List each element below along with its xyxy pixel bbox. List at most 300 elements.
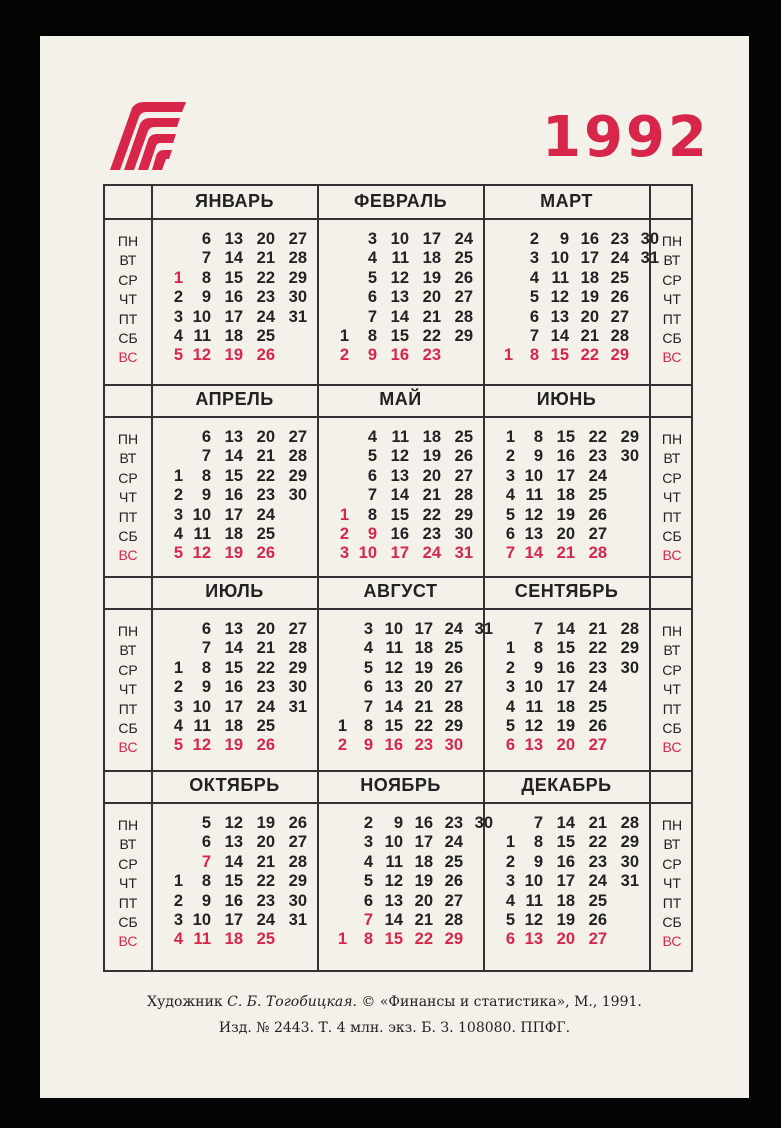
week-row bbox=[161, 506, 307, 525]
day-cell: 3 bbox=[339, 544, 349, 563]
weekday-labels bbox=[107, 430, 149, 566]
day-cell: 11 bbox=[193, 524, 211, 543]
day-cell: 5 bbox=[505, 716, 515, 735]
day-cell: 7 bbox=[201, 852, 211, 871]
day-cell: 25 bbox=[444, 852, 463, 871]
day-cell: 10 bbox=[192, 910, 211, 929]
day-cell: 26 bbox=[588, 910, 607, 929]
day-cell: 29 bbox=[288, 268, 307, 287]
day-cell: 18 bbox=[422, 249, 441, 268]
day-cell: 10 bbox=[390, 230, 409, 248]
day-cell: 28 bbox=[620, 814, 639, 832]
day-cell: 17 bbox=[580, 249, 599, 268]
day-cell: 8 bbox=[201, 658, 211, 677]
day-cell: 7 bbox=[505, 544, 515, 563]
day-cell: 22 bbox=[580, 346, 599, 365]
day-cell: 24 bbox=[256, 697, 275, 716]
weekday-label: ПТ bbox=[118, 310, 138, 327]
weekday-label: ПТ bbox=[662, 894, 682, 911]
weekday-label: ВС bbox=[662, 547, 682, 564]
weekday-label: ПН bbox=[661, 233, 683, 249]
day-cell: 11 bbox=[525, 891, 543, 910]
footer-publisher: «Финансы и статистика», М., 1991. bbox=[379, 994, 642, 1010]
day-cell: 26 bbox=[454, 447, 473, 466]
week-row bbox=[161, 447, 307, 466]
day-cell: 27 bbox=[444, 891, 463, 910]
day-cell: 25 bbox=[588, 891, 607, 910]
day-cell: 24 bbox=[588, 872, 607, 891]
month-name: ИЮЛЬ bbox=[205, 581, 264, 601]
weekday-label: СБ bbox=[118, 330, 138, 347]
day-cell: 14 bbox=[224, 852, 243, 871]
day-cell: 15 bbox=[224, 268, 243, 287]
day-cell: 19 bbox=[580, 288, 599, 307]
day-cell: 22 bbox=[256, 268, 275, 287]
day-cell: 19 bbox=[414, 658, 433, 677]
weekday-labels bbox=[107, 232, 149, 368]
day-cell: 29 bbox=[288, 466, 307, 485]
month-name: ОКТЯБРЬ bbox=[189, 775, 280, 795]
day-cell: 31 bbox=[288, 307, 307, 326]
day-cell: 12 bbox=[192, 346, 211, 365]
day-cell: 1 bbox=[505, 639, 515, 658]
calendar-card bbox=[40, 36, 749, 1098]
day-cell: 14 bbox=[224, 639, 243, 658]
day-cell: 17 bbox=[224, 697, 243, 716]
week-row bbox=[327, 717, 493, 736]
day-cell: 13 bbox=[224, 620, 243, 638]
day-cell: 6 bbox=[201, 620, 211, 638]
weekday-label: СБ bbox=[118, 914, 138, 931]
day-cell: 18 bbox=[556, 891, 575, 910]
day-cell: 25 bbox=[454, 249, 473, 268]
week-row bbox=[327, 428, 473, 447]
week-row bbox=[493, 620, 639, 639]
grid-vertical-line bbox=[151, 186, 153, 970]
week-row bbox=[327, 249, 473, 268]
month-days bbox=[161, 428, 307, 564]
day-cell: 14 bbox=[550, 326, 569, 345]
day-cell: 11 bbox=[551, 268, 569, 287]
day-cell: 21 bbox=[414, 910, 433, 929]
day-cell: 8 bbox=[533, 833, 543, 852]
month-days bbox=[161, 814, 307, 950]
day-cell: 17 bbox=[422, 230, 441, 248]
week-row bbox=[327, 327, 473, 346]
week-row bbox=[493, 717, 639, 736]
day-cell: 4 bbox=[173, 930, 183, 949]
weekday-label: ПТ bbox=[662, 700, 682, 717]
day-cell: 4 bbox=[363, 852, 373, 871]
weekday-label: ЧТ bbox=[119, 291, 137, 308]
weekday-label: ВС bbox=[662, 933, 682, 950]
day-cell: 6 bbox=[529, 307, 539, 326]
day-cell: 4 bbox=[173, 524, 183, 543]
day-cell: 23 bbox=[588, 852, 607, 871]
day-cell: 15 bbox=[556, 833, 575, 852]
day-cell: 24 bbox=[610, 249, 629, 268]
day-cell: 2 bbox=[505, 852, 515, 871]
month-name: ЯНВАРЬ bbox=[195, 191, 274, 211]
day-cell: 16 bbox=[556, 658, 575, 677]
week-row bbox=[327, 447, 473, 466]
day-cell: 4 bbox=[505, 697, 515, 716]
day-cell: 24 bbox=[256, 505, 275, 524]
day-cell: 28 bbox=[444, 697, 463, 716]
day-cell: 31 bbox=[288, 910, 307, 929]
day-cell: 22 bbox=[422, 326, 441, 345]
day-cell: 23 bbox=[422, 524, 441, 543]
day-cell: 12 bbox=[390, 447, 409, 466]
day-cell: 11 bbox=[193, 930, 211, 949]
day-cell: 9 bbox=[201, 486, 211, 505]
day-cell: 21 bbox=[588, 620, 607, 638]
week-row bbox=[327, 230, 473, 249]
day-cell: 10 bbox=[524, 872, 543, 891]
day-cell: 17 bbox=[556, 466, 575, 485]
week-row bbox=[493, 506, 639, 525]
day-cell: 19 bbox=[256, 814, 275, 832]
day-cell: 30 bbox=[454, 524, 473, 543]
day-cell: 12 bbox=[524, 505, 543, 524]
week-row bbox=[161, 814, 307, 833]
week-row bbox=[161, 659, 307, 678]
week-row bbox=[493, 833, 639, 852]
day-cell: 9 bbox=[533, 447, 543, 466]
day-cell: 15 bbox=[224, 658, 243, 677]
day-cell: 30 bbox=[288, 678, 307, 697]
day-cell: 8 bbox=[201, 872, 211, 891]
day-cell: 20 bbox=[256, 833, 275, 852]
day-cell: 21 bbox=[556, 544, 575, 563]
day-cell: 27 bbox=[588, 930, 607, 949]
day-cell: 6 bbox=[367, 466, 377, 485]
day-cell: 5 bbox=[173, 544, 183, 563]
day-cell: 2 bbox=[363, 814, 373, 832]
week-row bbox=[493, 467, 639, 486]
grid-header-line bbox=[105, 608, 691, 610]
day-cell: 26 bbox=[588, 505, 607, 524]
week-row bbox=[493, 288, 659, 307]
day-cell: 16 bbox=[556, 852, 575, 871]
day-cell: 20 bbox=[422, 466, 441, 485]
day-cell: 10 bbox=[550, 249, 569, 268]
week-row bbox=[327, 698, 493, 717]
week-row bbox=[493, 428, 639, 447]
day-cell: 1 bbox=[337, 716, 347, 735]
day-cell: 16 bbox=[224, 678, 243, 697]
day-cell: 28 bbox=[288, 249, 307, 268]
day-cell: 12 bbox=[384, 872, 403, 891]
weekday-label: ПН bbox=[117, 233, 139, 249]
weekday-label: СР bbox=[662, 271, 682, 288]
week-row bbox=[493, 678, 639, 697]
day-cell: 1 bbox=[173, 872, 183, 891]
weekday-label: ВТ bbox=[119, 450, 137, 467]
day-cell: 13 bbox=[224, 833, 243, 852]
day-cell: 20 bbox=[414, 891, 433, 910]
day-cell: 28 bbox=[288, 639, 307, 658]
day-cell: 6 bbox=[363, 891, 373, 910]
week-row bbox=[327, 892, 493, 911]
day-cell: 8 bbox=[363, 930, 373, 949]
day-cell: 10 bbox=[192, 307, 211, 326]
week-row bbox=[161, 230, 307, 249]
week-row bbox=[161, 249, 307, 268]
day-cell: 9 bbox=[533, 658, 543, 677]
day-cell: 24 bbox=[588, 678, 607, 697]
day-cell: 23 bbox=[256, 891, 275, 910]
publisher-logo bbox=[102, 100, 187, 172]
day-cell: 29 bbox=[620, 428, 639, 446]
day-cell: 8 bbox=[201, 466, 211, 485]
day-cell: 21 bbox=[256, 639, 275, 658]
day-cell: 14 bbox=[556, 814, 575, 832]
day-cell: 5 bbox=[505, 910, 515, 929]
day-cell: 3 bbox=[363, 833, 373, 852]
weekday-label: ВС bbox=[118, 349, 138, 366]
day-cell: 16 bbox=[390, 346, 409, 365]
day-cell: 13 bbox=[524, 930, 543, 949]
month-days bbox=[161, 620, 307, 756]
day-cell: 5 bbox=[363, 658, 373, 677]
day-cell: 17 bbox=[224, 505, 243, 524]
day-cell: 28 bbox=[288, 447, 307, 466]
weekday-label: ЧТ bbox=[663, 875, 681, 892]
day-cell: 28 bbox=[610, 326, 629, 345]
day-cell: 6 bbox=[363, 678, 373, 697]
day-cell: 23 bbox=[256, 678, 275, 697]
month-name: АПРЕЛЬ bbox=[195, 389, 274, 409]
day-cell: 29 bbox=[620, 639, 639, 658]
day-cell: 11 bbox=[385, 639, 403, 658]
weekday-label: ВТ bbox=[663, 450, 681, 467]
month-name: СЕНТЯБРЬ bbox=[514, 581, 619, 601]
day-cell: 19 bbox=[224, 544, 243, 563]
day-cell: 22 bbox=[588, 833, 607, 852]
week-row bbox=[161, 544, 307, 563]
weekday-label: ПТ bbox=[118, 508, 138, 525]
weekday-labels bbox=[107, 816, 149, 952]
weekday-label: ВТ bbox=[119, 836, 137, 853]
day-cell: 31 bbox=[620, 872, 639, 891]
day-cell: 28 bbox=[620, 620, 639, 638]
day-cell: 7 bbox=[367, 307, 377, 326]
day-cell: 12 bbox=[224, 814, 243, 832]
week-row bbox=[327, 872, 493, 891]
day-cell: 27 bbox=[288, 428, 307, 446]
weekday-label: ПТ bbox=[662, 310, 682, 327]
day-cell: 2 bbox=[505, 658, 515, 677]
day-cell: 24 bbox=[422, 544, 441, 563]
day-cell: 18 bbox=[224, 524, 243, 543]
day-cell: 19 bbox=[556, 505, 575, 524]
day-cell: 15 bbox=[556, 428, 575, 446]
day-cell: 23 bbox=[256, 288, 275, 307]
day-cell: 14 bbox=[224, 447, 243, 466]
week-row bbox=[161, 525, 307, 544]
day-cell: 5 bbox=[173, 736, 183, 755]
week-row bbox=[493, 525, 639, 544]
day-cell: 17 bbox=[414, 833, 433, 852]
day-cell: 1 bbox=[505, 428, 515, 446]
day-cell: 17 bbox=[414, 620, 433, 638]
month-days bbox=[161, 230, 307, 366]
day-cell: 19 bbox=[556, 716, 575, 735]
week-row bbox=[161, 486, 307, 505]
day-cell: 27 bbox=[444, 678, 463, 697]
week-row bbox=[493, 930, 639, 949]
day-cell: 3 bbox=[505, 678, 515, 697]
day-cell: 2 bbox=[173, 678, 183, 697]
day-cell: 31 bbox=[454, 544, 473, 563]
day-cell: 8 bbox=[533, 428, 543, 446]
month-days bbox=[493, 620, 639, 756]
day-cell: 29 bbox=[444, 716, 463, 735]
week-row bbox=[161, 892, 307, 911]
day-cell: 19 bbox=[556, 910, 575, 929]
day-cell: 9 bbox=[533, 852, 543, 871]
week-row bbox=[493, 659, 639, 678]
day-cell: 18 bbox=[556, 486, 575, 505]
day-cell: 11 bbox=[193, 716, 211, 735]
day-cell: 17 bbox=[224, 307, 243, 326]
day-cell: 4 bbox=[505, 486, 515, 505]
day-cell: 24 bbox=[454, 230, 473, 248]
day-cell: 25 bbox=[588, 486, 607, 505]
week-row bbox=[327, 736, 493, 755]
weekday-label: СБ bbox=[662, 528, 682, 545]
day-cell: 18 bbox=[224, 930, 243, 949]
weekday-label: ВС bbox=[118, 547, 138, 564]
grid-vertical-line bbox=[317, 186, 319, 970]
week-row bbox=[161, 467, 307, 486]
day-cell: 17 bbox=[224, 910, 243, 929]
day-cell: 3 bbox=[505, 872, 515, 891]
day-cell: 19 bbox=[422, 447, 441, 466]
day-cell: 10 bbox=[524, 678, 543, 697]
day-cell: 20 bbox=[256, 230, 275, 248]
day-cell: 7 bbox=[201, 249, 211, 268]
day-cell: 23 bbox=[588, 658, 607, 677]
day-cell: 5 bbox=[201, 814, 211, 832]
week-row bbox=[161, 698, 307, 717]
grid-horizontal-line bbox=[105, 770, 691, 772]
day-cell: 22 bbox=[414, 716, 433, 735]
weekday-label: ЧТ bbox=[119, 681, 137, 698]
day-cell: 19 bbox=[422, 268, 441, 287]
day-cell: 20 bbox=[414, 678, 433, 697]
day-cell: 13 bbox=[550, 307, 569, 326]
week-row bbox=[327, 346, 473, 365]
day-cell: 11 bbox=[525, 697, 543, 716]
day-cell: 5 bbox=[505, 505, 515, 524]
day-cell: 10 bbox=[192, 697, 211, 716]
day-cell: 8 bbox=[363, 716, 373, 735]
week-row bbox=[161, 736, 307, 755]
day-cell: 16 bbox=[414, 814, 433, 832]
week-row bbox=[327, 486, 473, 505]
week-row bbox=[327, 467, 473, 486]
week-row bbox=[161, 620, 307, 639]
month-name: НОЯБРЬ bbox=[360, 775, 441, 795]
day-cell: 10 bbox=[358, 544, 377, 563]
day-cell: 13 bbox=[224, 428, 243, 446]
day-cell: 9 bbox=[559, 230, 569, 248]
weekday-label: ПН bbox=[661, 623, 683, 639]
day-cell: 10 bbox=[384, 620, 403, 638]
day-cell: 25 bbox=[256, 524, 275, 543]
day-cell: 26 bbox=[444, 658, 463, 677]
day-cell: 20 bbox=[422, 288, 441, 307]
day-cell: 22 bbox=[588, 639, 607, 658]
day-cell: 8 bbox=[529, 346, 539, 365]
day-cell: 13 bbox=[384, 891, 403, 910]
day-cell: 5 bbox=[367, 447, 377, 466]
week-row bbox=[493, 249, 659, 268]
day-cell: 23 bbox=[256, 486, 275, 505]
week-row bbox=[493, 892, 639, 911]
weekday-label: СБ bbox=[662, 720, 682, 737]
month-name: ФЕВРАЛЬ bbox=[353, 191, 448, 211]
footer-credits bbox=[40, 994, 749, 1010]
day-cell: 11 bbox=[391, 249, 409, 268]
day-cell: 24 bbox=[444, 620, 463, 638]
weekday-label: СР bbox=[662, 661, 682, 678]
day-cell: 26 bbox=[256, 346, 275, 365]
weekday-label: СР bbox=[662, 855, 682, 872]
month-days bbox=[493, 814, 639, 950]
week-row bbox=[161, 639, 307, 658]
week-row bbox=[493, 639, 639, 658]
day-cell: 14 bbox=[224, 249, 243, 268]
day-cell: 13 bbox=[524, 736, 543, 755]
month-name: ИЮНЬ bbox=[536, 389, 597, 409]
weekday-label: СР bbox=[118, 661, 138, 678]
day-cell: 1 bbox=[503, 346, 513, 365]
footer-copyright: © bbox=[356, 994, 380, 1010]
weekday-label: ЧТ bbox=[119, 489, 137, 506]
day-cell: 13 bbox=[390, 288, 409, 307]
day-cell: 12 bbox=[384, 658, 403, 677]
weekday-label: ПТ bbox=[118, 700, 138, 717]
week-row bbox=[493, 486, 639, 505]
week-row bbox=[493, 814, 639, 833]
day-cell: 13 bbox=[524, 524, 543, 543]
day-cell: 13 bbox=[390, 466, 409, 485]
day-cell: 22 bbox=[256, 872, 275, 891]
day-cell: 5 bbox=[173, 346, 183, 365]
week-row bbox=[327, 269, 473, 288]
day-cell: 6 bbox=[201, 833, 211, 852]
day-cell: 28 bbox=[454, 307, 473, 326]
day-cell: 26 bbox=[288, 814, 307, 832]
day-cell: 30 bbox=[288, 288, 307, 307]
day-cell: 9 bbox=[363, 736, 373, 755]
day-cell: 14 bbox=[384, 697, 403, 716]
week-row bbox=[161, 930, 307, 949]
month-name: МАЙ bbox=[379, 389, 422, 409]
day-cell: 19 bbox=[224, 346, 243, 365]
weekday-label: ВТ bbox=[119, 252, 137, 269]
day-cell: 30 bbox=[620, 658, 639, 677]
week-row bbox=[327, 853, 493, 872]
day-cell: 15 bbox=[550, 346, 569, 365]
day-cell: 17 bbox=[556, 872, 575, 891]
day-cell: 21 bbox=[588, 814, 607, 832]
day-cell: 7 bbox=[529, 326, 539, 345]
day-cell: 9 bbox=[201, 891, 211, 910]
